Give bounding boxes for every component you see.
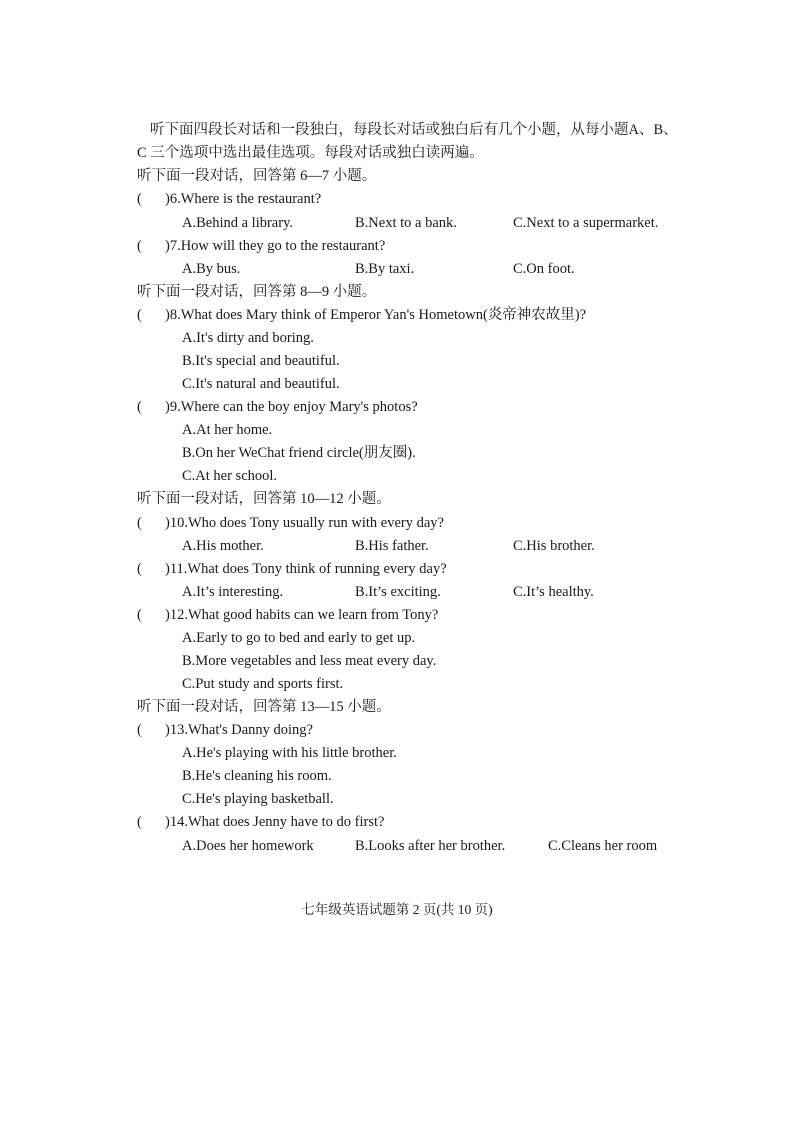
option-c: C.He's playing basketball. <box>182 791 334 807</box>
question-text: )14.What does Jenny have to do first? <box>165 814 385 830</box>
option-c: C.On foot. <box>513 261 575 277</box>
answer-bracket: ( <box>137 814 142 830</box>
option-c: C.Cleans her room <box>548 838 658 854</box>
question-text: )7.How will they go to the restaurant? <box>165 238 386 254</box>
option-b: B.Next to a bank. <box>355 215 457 231</box>
question-text: )11.What does Tony think of running every day? <box>165 561 447 577</box>
page-footer: 七年级英语试题第 2 页(共 10 页) <box>301 902 493 917</box>
question-text: )13.What's Danny doing? <box>165 722 313 738</box>
section-instruction: 听下面一段对话，回答第 6—7 小题。 <box>137 168 377 184</box>
option-c: C.At her school. <box>182 468 278 484</box>
option-b: B.Looks after her brother. <box>355 838 506 854</box>
option-c: C.His brother. <box>513 538 595 554</box>
answer-bracket: ( <box>137 607 142 623</box>
option-b: B.On her WeChat friend circle(朋友圈). <box>182 445 416 461</box>
option-a: A.It’s interesting. <box>182 584 284 600</box>
option-b: B.It’s exciting. <box>355 584 441 600</box>
answer-bracket: ( <box>137 561 142 577</box>
option-a: A.It's dirty and boring. <box>182 330 314 346</box>
option-a: A.His mother. <box>182 538 264 554</box>
option-a: A.By bus. <box>182 261 241 277</box>
intro-line-2: C 三个选项中选出最佳选项。每段对话或独白读两遍。 <box>137 145 484 161</box>
intro-line-1: 听下面四段长对话和一段独白，每段长对话或独白后有几个小题，从每小题A、B、 <box>150 122 678 138</box>
section-instruction: 听下面一段对话，回答第 13—15 小题。 <box>137 699 391 715</box>
option-a: A.Does her homework <box>182 838 314 854</box>
question-text: )9.Where can the boy enjoy Mary's photos? <box>165 399 418 415</box>
question-text: )8.What does Mary think of Emperor Yan's Hometown(炎帝神农故里)? <box>165 307 587 323</box>
option-b: B.It's special and beautiful. <box>182 353 340 369</box>
answer-bracket: ( <box>137 238 142 254</box>
question-text: )10.Who does Tony usually run with every day? <box>165 515 444 531</box>
option-a: A.Behind a library. <box>182 215 294 231</box>
option-b: B.He's cleaning his room. <box>182 768 332 784</box>
option-c: C.It’s healthy. <box>513 584 594 600</box>
option-a: A.He's playing with his little brother. <box>182 745 397 761</box>
answer-bracket: ( <box>137 191 142 207</box>
answer-bracket: ( <box>137 515 142 531</box>
section-instruction: 听下面一段对话，回答第 8—9 小题。 <box>137 284 377 300</box>
option-b: B.His father. <box>355 538 429 554</box>
option-c: C.It's natural and beautiful. <box>182 376 340 392</box>
option-c: C.Put study and sports first. <box>182 676 344 692</box>
question-text: )6.Where is the restaurant? <box>165 191 322 207</box>
answer-bracket: ( <box>137 307 142 323</box>
section-instruction: 听下面一段对话，回答第 10—12 小题。 <box>137 491 391 507</box>
option-a: A.Early to go to bed and early to get up. <box>182 630 416 646</box>
option-b: B.More vegetables and less meat every day. <box>182 653 437 669</box>
answer-bracket: ( <box>137 399 142 415</box>
answer-bracket: ( <box>137 722 142 738</box>
option-c: C.Next to a supermarket. <box>513 215 659 231</box>
question-text: )12.What good habits can we learn from Tony? <box>165 607 439 623</box>
option-a: A.At her home. <box>182 422 273 438</box>
option-b: B.By taxi. <box>355 261 415 277</box>
